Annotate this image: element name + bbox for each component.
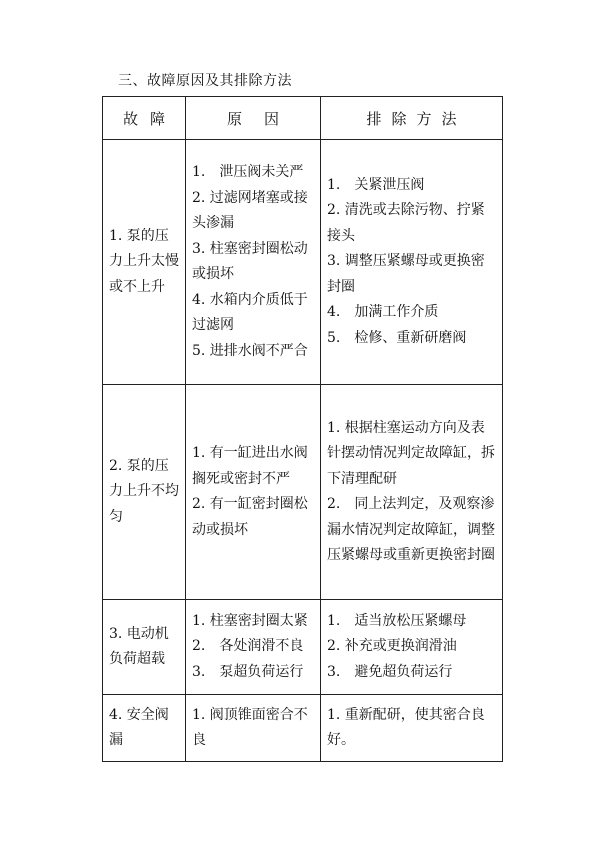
header-fault: 故障 — [103, 97, 186, 140]
remedy-cell — [321, 695, 503, 762]
remedy-cell — [321, 600, 503, 695]
cause-item: 2. 过滤网堵塞或接头渗漏 — [192, 189, 308, 231]
cause-cell — [186, 600, 321, 695]
remedy-item: 1. 关紧泄压阀 — [327, 176, 425, 193]
remedy-cell — [321, 385, 503, 600]
remedy-cell — [321, 140, 503, 385]
cause-item: 1. 阀顶锥面密合不良 — [192, 706, 308, 748]
remedy-item: 1. 根据柱塞运动方向及表针摆动情况判定故障缸，拆下清理配研 — [327, 419, 495, 487]
table-row — [103, 600, 503, 695]
remedy-item: 5. 检修、重新研磨阀 — [327, 329, 467, 346]
table-row — [103, 140, 503, 385]
remedy-item: 3. 避免超负荷运行 — [327, 663, 453, 680]
remedy-item: 3. 调整压紧螺母或更换密封圈 — [327, 253, 485, 295]
fault-cell — [103, 600, 186, 695]
fault-text: 4. 安全阀漏 — [109, 706, 169, 748]
cause-cell — [186, 695, 321, 762]
remedy-item: 4. 加满工作介质 — [327, 304, 439, 321]
table-header-row — [103, 97, 503, 140]
cause-item: 1. 有一缸进出水阀搁死或密封不严 — [192, 445, 308, 487]
cause-item: 5. 进排水阀不严合 — [192, 342, 308, 359]
cause-item: 1. 柱塞密封圈太紧 — [192, 612, 308, 629]
fault-cell — [103, 695, 186, 762]
fault-cell — [103, 140, 186, 385]
section-title: 三、故障原因及其排除方法 — [118, 73, 292, 89]
header-remedy: 排除方法 — [321, 97, 503, 140]
fault-text: 3. 电动机负荷超载 — [109, 625, 169, 667]
remedy-item: 1. 适当放松压紧螺母 — [327, 612, 467, 629]
cause-cell — [186, 385, 321, 600]
fault-text: 1. 泵的压力上升太慢或不上升 — [109, 227, 179, 295]
remedy-item: 1. 重新配研，使其密合良好。 — [327, 706, 485, 748]
remedy-item: 2. 补充或更换润滑油 — [327, 638, 457, 655]
cause-item: 2. 有一缸密封圈松动或损坏 — [192, 496, 308, 538]
table-row — [103, 695, 503, 762]
fault-text: 2. 泵的压力上升不均匀 — [109, 457, 179, 525]
cause-item: 1. 泄压阀未关严 — [192, 164, 304, 180]
remedy-item: 2. 同上法判定，及观察渗漏水情况判定故障缸，调整压紧螺母或重新更换密封圈 — [327, 496, 495, 563]
cause-item: 4. 水箱内介质低于过滤网 — [192, 291, 308, 333]
header-cause: 原因 — [186, 97, 321, 140]
fault-table — [102, 96, 503, 762]
cause-cell — [186, 140, 321, 385]
remedy-item: 2. 清洗或去除污物、拧紧接头 — [327, 202, 485, 244]
fault-cell — [103, 385, 186, 600]
cause-item: 3. 泵超负荷运行 — [192, 663, 304, 680]
table-row — [103, 385, 503, 600]
cause-item: 3. 柱塞密封圈松动或损坏 — [192, 240, 308, 282]
cause-item: 2. 各处润滑不良 — [192, 638, 304, 655]
